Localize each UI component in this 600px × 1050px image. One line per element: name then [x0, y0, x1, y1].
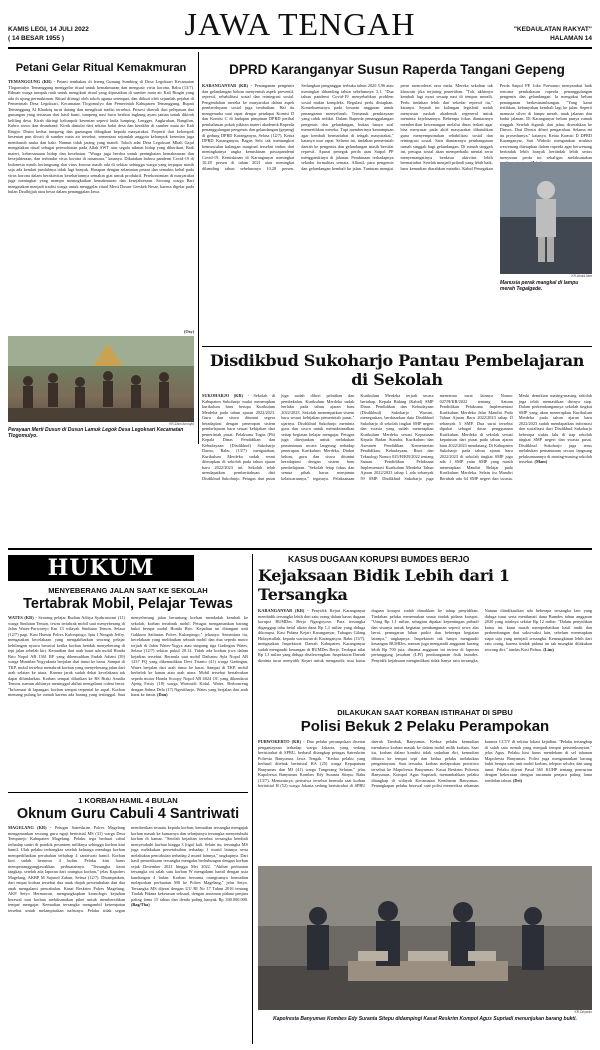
article-title: Polisi Bekuk 2 Pelaku Perampokan	[300, 718, 550, 735]
article-body	[202, 393, 592, 549]
article-title: Oknum Guru Cabuli 4 Santriwati	[16, 806, 240, 822]
article-kicker: MENYEBERANG JALAN SAAT KE SEKOLAH	[48, 586, 208, 595]
page-title: JAWA TENGAH	[184, 6, 416, 42]
photo-credit: KR-Abdul Alim	[571, 274, 592, 278]
article-title: Kejaksaan Bidik Lebih dari 1 Tersangka	[258, 566, 510, 604]
section-divider	[202, 346, 592, 347]
article-body	[258, 739, 592, 857]
article-signoff: (Bag/Tha)	[131, 902, 150, 907]
article-guru	[8, 796, 248, 1046]
article-text: Penanganan pengemis dan gelandangan belum menyentuh aspek preventif, represif, rehabilitasi sosial dan reintegrasi sosial. Pengendalian mereka ke masyarakat dalam aspek pemberdayaan sosial juga terabaikan. Hal itu mengemuka saat rapat dengar pendapat Komisi D dan Komisi C di hadapan pimpinan DPRD perihal pembahasan pokok pikiran materi akademik Raperda penanggulangan pengemis dan gelandangan (gepeng) di gedung DPRD Karanganyar, Selasa (12/7). Ketua DPRD Karanganyar, Bagus Selo tak memungkiri kemunculan kalangan marginal tersebut imbas dari meningkatnya angka kemiskinan pascapandemi Covid-19. Kemiskinan di Karanganyar meningkat 10,28 persen di tahun 2021 atau meningkat dibanding tahun sebelumnya 10,28 persen. Sedangkan penganggur terbuka tahun 2020 5,96 atau meningkat dibanding tahun sebelumnya 3,1. "Dua tahun pandemi Covid-19 menyebabkan problem sosial makin kompleks. Regulasi perlu disiapkan. Konsekuensinya pada besaran anggaran untuk penanganan menyeluruh. Termasuk pembiayaan yang tidak sedikit. Dalam Raperda penanggulangan pengemis dan gelandangan, bukan hanya soal memertibkan mereka. Tapi memberinya kemampuan agar kembali bermartabat di tengah masyarakat," katanya usai rapat. Selama ini, tindakan pemerintah daerah ke pengemis dan gelandangan masih bersifat represif. Aparat penegak perda atau Satpol PP menggarukinya di jalanan. Pembinaan terhadapnya sekadar formalitas semata. Alhasil, para pengemis dan gelandangan kembali ke jalan. Tuntutan mengisi perut mencederai rasa malu. Mereka sekalian tak khawatir jika terjaring penertiban. "Toh, akhirnya kembali lagi nyari sesuap nasi di tempus meraih. Perlu tindakan lebih dari sekedar represif itu," katanya. Sejauh ini kalangan legislatif sudah menyusun naskah akademik regeneral untuk meminta kejelasannya. Beberapa fokus diantaranya memberikan kewenangan melalui dinas terkait agar bisa menyasar pada aktif masyarakat dibutuhkan guna menyempurnakan rehabilitasi sosial dan reintegrasi sosial. Satu diantaranya pembangunan rumah singgah bagi gelandangan. Di rumah singgah ini, petugas sosial akan memperbaiki mental serta menyemangatinya berdasar aktivitas lebih bermartabat. Setelah menjadi pribadi yang lebih baik, baru kemudian diarahkan mandiri. Kabid Penegakan Perda Satpol PP, Joko Purwanto menyambut baik rencana pembahasan raperda penanggulangan pengemis dan gelandangan. Ia mengakui belum penanganan berkesinambungan. "Yang kami tertibkan, kebanyakan kembali lagi ke jalan. Seperti manusia silver di lampu merah, anak jalanan dan badut jalanan. Di Karanganyar belum punya rumah singgah. Setelah digaruk dari jalan, diserahkan ke Dinsos. Dari Dinsos diberi pengarahan. Selama ini itu prosedurnya," katanya. Ketua Komisi D DPRD Karanganyar, Sari Widodo mengatakan struktur wewenang ditetapkan dalam raperda agar berwenang bertindak lebih banyak bertindak lebih serius menyusun perda ini sekaligus melaksanakan	[202, 83, 592, 171]
dateline: WATES (KR) -	[8, 615, 37, 620]
dateline: SUKOHARJO (KR) -	[202, 393, 249, 398]
column-divider	[252, 554, 253, 1044]
article-kicker: KASUS DUGAAN KORUPSI BUMDES BERJO	[288, 554, 470, 564]
article-kicker: 1 KORBAN HAMIL 4 BULAN	[78, 796, 178, 805]
photo-caption: Kapolresta Banyumas Kombes Edy Suranta Sitepu didampingi Kasat Reskrim Kompol Agus Supriadi menunjukan barang bukti.	[273, 1016, 577, 1022]
dateline: PURWOKERTO (KR) -	[258, 739, 305, 744]
article-body	[8, 79, 194, 329]
article-kicker: DILAKUKAN SAAT KORBAN ISTIRAHAT DI SPBU	[337, 708, 513, 717]
article-signoff: (Dan)	[157, 692, 168, 697]
article-body	[8, 825, 248, 1049]
section-divider	[8, 792, 248, 793]
article-text: Petani tembakau di lereng Gunung Sumbing di Desa Legoksari Kecamatan Tlogomulyo Temanggung menggelar ritual untuk kemakmuran dan mengusir virus korona, Rabu (13/7). Ribuan warga tumpah ruah untuk mengikuti ritual yang dipusatkan di sumber mata air Kali Ringin yang ada di ujung permukiman. Ritual diiringi oleh tokoh agama setempat, dan diikuti oleh sejumlah pejabat di Pemerintah Desa Legoksari, Kecamatan Tlogomulyo dan Pemerintah Kabupaten Temanggung. Bupati Temanggung Al Khadziq turut datang dan mengikuti tradisi tersebut. Prosesi diawali dari pelepasan dua gunungan yang tersusun dari hasil bumi, tumpeng nasi bucu berikut ingkung ayam jantan untuk dikirab keliling desa. Kirab diiringi kelompok kesenian seperti kuda lumping, Lengger, Angkrukan, Bangilun, Kubro siswo dan drumband. Kirab dimulai dari sekitar balai desa dan berakhir di sumber mata air Kali Ringin. Disini kedua tumpeng dan gunungan dibagikan kepada masyarakat. Properti dari kelompok kesenian pun dicuci di sumber mata air tersebut, sementara sejumlah anggota kelompok kesenian juga membasuh muka dan kaki. Namun tidak jarang yang mandi. Tokoh adat Desa Legoksari Mbah Gajul mengatakan ritual sebagai permohonan pada Allah SWT atas segala nikmat hidup yang diberikan. Baik materi, kebersamaan hidup dan kesehatan. "Warga juga berdoa untuk peningkatan kemakmuran dan kesejahteraan, dan terhindar virus korona di nusantara," katanya. Dikatakan bahwa pandemi Covid-19 di Indonesia masih berlangsung dan virus korona masih ada di sekitar sehingga warga yang terpapar masih saja ada kendati jumlahnya tidak lagi banyak. Harapan dengan selamatan petani dan semakin kebal pada virus korona dalam beraktivitas kesehariannya semakin giat untuk produktif. Perekonomian di masyarakat juga meningkat yang mampu meningkatkan kemakmuran dan kesejahteraan. Seorang warga Bari mengatakan menjadi tradisi warga untuk menggelar ritual Merti Dusun Gresbek Besar, karena digelar pada bulan Dzulhijjah atau besar dalam penanggalan Jawa.	[8, 79, 194, 194]
masthead-tagline: "KEDAULATAN RAKYAT"	[513, 26, 592, 33]
silver-man-figure	[500, 162, 592, 274]
photo-manusia-perak	[500, 162, 592, 274]
dateline: KARANGANYAR (KR) -	[258, 608, 309, 613]
article-title: Disdikbud Sukoharjo Pantau Pembelajaran di Sekolah	[209, 351, 585, 389]
article-text: Sekolah di Kabupaten Sukoharjo mulai menerapkan kurikulum baru berupa Kurikulum Merdeka pada tahun ajaran 2022/2023. Guru dan siswa dituntut segera beradaptasi dengan penerapan sistem pembelajaran baru sesuai kebijakan dari pemerintah pusat. Pelaksana Tugas (Plt) Kepala Dinas Pendidikan dan Kebudayaan (Disdikbud) Sukoharjo Darno, Rabu (13/7) mengatakan, Kurikulum Merdeka sudah resmi diterapkan di sekolah pada tahun ajaran baru 2022/2023 ini. Sekolah telah mendapatkan pemberitahuan dari Disdikbud Sukoharjo. Petugas dari pusat juga sudah diberi pelatihan dan pembekalan. Kurikulum Merdeka sudah berlaku pada tahun ajaran baru 2022/2023. Sekolah menempatkan sistem baru sesuai kebijakan pemerintah pusat," ujarnya. Disdikbud Sukoharjo meminta guru dan siswa untuk memaksimalkan setiap kegiatan belajar mengajar. Petugas juga diterjunkan untuk melakukan pemantauan secara langsung terhadap penerapan Kurikulum Merdeka. Diakui belum, guru dan siswa dituntut beradaptasi dengan sistem baru pembelajaran. "Sekolah tetap fokus dan semua pihak harus menjamin kelancarannya," tegasnya. Pelaksanaan Kurikulum Merdeka terjadi secara bertahap. Kepala Bidang (Kabid) SMP Dinas Pendidikan dan Kebudayaan (Disdikbud) Sukoharjo Warsini, menegaskan, berdasarkan data Disdikbud Sukoharjo di sekolah tingkat SMP negeri dan swasta yang sudah menerapkan Kurikulum Merdeka sesuai Keputusan Kepala Badan Standar, Kurikulum dan Asesmen Pendidikan Kementerian Pendidikan, Kebudayaan, Riset dan Teknologi Nomor 025/H/KR/2022 tentang Satuan Pendidikan Pelaksana Implementasi Kurikulum Merdeka Tahun Ajaran 2022/2023 tahap 1 ada sebanyak 59 SMP. Disdikbud Sukoharjo juga menerima surat lainnya Nomor 027/H/KR/2022 tentang Satuan Pendidikan Pelaksana Implementasi Kurikulum Merdeka Jalur Mandiri Pada Tahun Ajaran Baru 2022/2023 tahap II sebanyak 5 SMP. Dua surat tersebut dipakai sebagai dasar penggunaan Kurikulum Merdeka di sekolah sesuai keputusan dari pusat pada tahun ajaran baru 2022/2023 mendatang. Di Kabupaten Sukoharjo pada tahun ajaran baru 2022/2023 di sekolah tingkat SMP juga ada 1 SMP yaitu SMP yang masih menerapkan Mandiri Belajar pada Kurikulum Merdeka. Selain itu Mandiri Berubah ada 64 SMP negeri dan swasta. Meski demikian masing-masing sekolah juga telah memastikan dirinya siap. Dalam perkembangannya sekolah tingkat SMP yang akan menerapkan Kurikulum Merdeka pada tahun ajaran baru 2022/2023 sudah mendapatkan informasi dan sosialisasi dari Disdikbud Sukoharjo beberapa waktu lalu di tiap sekolah tingkat SMP negeri dan swasta pusat. Disdikbud Sukoharjo juga terus melakukan pemantauan secara langsung pelaksanaannya di masing-masing sekolah tersebut.	[202, 393, 592, 481]
masthead-date-sub: ( 14 BESAR 1955 )	[8, 35, 64, 42]
article-body	[8, 615, 248, 791]
dateline: MAGELANG (KR) -	[8, 825, 52, 830]
article-signoff: (Osy)	[183, 329, 194, 334]
photo-caption: Perayaan Merti Dusun di Dusun Lamuk Legok Desa Legoksari Kecamatan Tlogomulyo.	[8, 427, 184, 439]
article-mobil	[8, 586, 248, 788]
photo-credit: KR-Driyanto	[574, 1010, 592, 1014]
masthead-date: KAMIS LEGI, 14 JULI 2022	[8, 26, 89, 33]
masthead-rule	[8, 47, 592, 49]
photo-credit: KR-Zaini Arrosyid	[169, 422, 194, 426]
dateline: TEMANGGUNG (KR) -	[8, 79, 55, 84]
article-disdikbud	[202, 348, 592, 481]
procession-figures	[8, 336, 194, 422]
press-conference-scene	[258, 866, 592, 1010]
article-title: Tertabrak Mobil, Pelajar Tewas	[23, 596, 233, 612]
article-signoff: (Dri)	[512, 777, 523, 783]
masthead-page: HALAMAN 14	[550, 35, 592, 42]
article-signoff: (Lim)	[543, 646, 554, 652]
photo-caption: Manusia perak mangkal di lampu merah Tegalgede.	[500, 280, 579, 292]
photo-polisi	[258, 866, 592, 1010]
article-text: Petugas Satreskrim Polres Magelang mengamankan seorang guru ngaji berinisial MS (31) warga Desa Tempurejo Kabupaten Magelang. Pelaku tega berbuat cabul terhadap santri di pondok pesantren miliknya sehingga korban kini hamil. Ulah pelaku terbongkar setelah keluarga menduga korban memperlihatkan perubahan terbahap 4 santriwati hamil. Korban kini sudah berumur 4 bulan. Pelaku kini harus mempertanggungjawabkan perbuatannya. "Tersangka kami tangkap, setelah ada laporan dari orangtua korban," jelas Kapolres Magelang, AKBP M Sajarod Zakun, Selasa (12/7). Disampaikan, dari empat korban tersebut dua anak diajak persetubuhan dan dua anak mengalami pencabulan. Kasat Reskrim Polres Magelang, AKP Setyo Hermawan, mengungkapkan kronologis kejadian berawal saat korban melaksanakan piket untuk membersihkan tempat mengajar. Kemudian tersangka mengambil kesempatan tersebut untuk melampiaskan nafsunya. Pelaku tidak segan memberikan sesuatu kepada korban, kemudian tersangka mengajak korban masuk ke kamarnya dan selanjutnya tersangka menyetubuhi korban di kamar. "Setelah kejadian tersebut tersangka kembali menyetubuhi korban hingga 3 (tiga) kali. Selain itu, tersangka MS juga melakukan persetubuhan terhadap 1 murid lainnya serta melakukan pencabulan terhadap 2 murid lainnya," ungkapnya. Dari hasil pemeriksaan tersangka mengaku berhubungan dengan korban sejak Desember 2021 hingga Mei 2022. "Akibat perbuatan tersangka ini salah satu korban W mengalami hamil dengan usia kandungan 4 bulan. Korban bersama orangtuanya kemudian melaporkan perbuatan MS ke Polres Magelang," jelas Setyo. Tersangka MS dijerat dengan UU RI No 17 Tahun 2016 tentang Tindak Pidana kekerasan seksual, dengan ancaman pidana penjara paling lama 15 tahun dan denda paling banyak Rp 300.000.000.	[8, 825, 248, 913]
dateline: KARANGANYAR (KR) -	[202, 83, 252, 88]
article-text: Dua pelaku perampokan disertai penganiayaan terhadap warga Jakarta, yang sedang beristirahat di SPBU, berhasil ditangkap petugas Satreskrim Polresta Banyumas Jawa Tengah. "Kedua pelaku yang berhasil ditebak berinisial RA (25) warga Kepapatuan Banyumas dan MI (41) warga Tangerang Selatan," jelas Kapolresta Banyumas Kombes Edy Suranta Sitepu, Rabu (13/7). Menurutnya, peristiwa tersebut bermula saat korban berinisial H (52) warga Jakarta sedang beristirahat di SPBU daerah Tambak, Banyumas. Kedua pelaku kemudian membawa korban masuk ke dalam mobil milik korban. Saat itu, korban dalam kondisi tidak sadarkan diri, kemudian dibawa ke tempat sepi dan kedua pelaku melakukan penganiayaan. Saat tersadar, korban melaporkan peristiwa tersebut ke Mapolresta Banyumas. Kasat Reskrim Polresta Banyumas, Kompol Agus Supriadi, menambahkan pelaku ditangkap di wilayah Kecamatan Kembaran Banyumas. Penangkapan pelaku berawal saat polisi memeriksa rekaman kamera CCTV di sekitar lokasi kejadian. "Pelaku tertangkap di salah satu rumah yang menjadi tempat persembunyian," jelas Agus. Pelaku kini harus mendekam di sel tahanan Mapolresta Banyumas. Polisi juga mengamankan barang bukti berupa satu unit mobil korban, telepon seluler, dan uang tunai. Pelaku dijerat Pasal 365 KUHP tentang pencurian dengan kekerasan dengan ancaman penjara paling lama sembilan tahun.	[258, 739, 592, 788]
article-title: Petani Gelar Ritual Kemakmuran	[15, 62, 187, 74]
photo-merti-dusun	[8, 336, 194, 422]
section-label-hukum: HUKUM	[8, 555, 194, 581]
article-text: Seorang pelajar Rudian Aditya Syahrustomi (11) warga Sindutan Temon, tewas tertabrak mobil saat menyeberang di Jalan Wates-Purworejo Km 13 wilayah Sindutan Temon, Selasa (12/7) pagi. Kasi Humas Polres Kulonprogo, Iptu I Nengah Jeffry, mengatakan kecelakaan yang mengakibatkan seorang pelajar kehilangan nyawa berawal ketika korban hendak menyeberang di tepi jalan sebelah kiri. Kemudian dari arah barat ada mobil Honda Brio Nopol AB 1361 RF yang dikemudikan Endah Adiani (39) warga Muntilan Yogyakarta berjalan dari timur ke barat. Sampai di TKP, mobil tersebut menabrak korban yang menyeberang jalan dari arah selatan ke utara. Karena jarak sudah dekat kecelakaan tak dapat dihindarkan. Korban sempat dilarikan ke RS Rizki Amalia Temon, namun akhirnya meninggal akibat mengalami cidera berat. "Informasi di lapangan, korban sempat terpental ke aspal. Korban memang pulang ke rumah karena ada barang yang tertinggal. Saat menyeberang jalan beruntung korban mendadak kembali ke sekolah, korban tertabrak mobil. Petugas mengamankan barang bukti berupa mobil Honda Brio. Kejadian ini ditangani unit Gakkum Satlantas Polres Kulonprogo," jelasnya. Sementara itu, kecelakaan yang melibatkan sebuah mobil dan dua sepeda motor terjadi di Jalan Wates-Yogya atau simpang tiga Gadingan Wates, Selasa (12/7) sekitar pukul 20.12. Tidak ada korban jiwa dalam kejadian tersebut. Bermula saat mobil Daihatsu Ayla Nopol AB 1237 FQ yang dikemudikan Devi Trianto (41) warga Gadingan, Wates berjalan dari arah timur ke barat. Sampai di TKP, mobil berbelok ke kanan atau arah utara. Mobil tersebut bertabrakan sepeda motor Honda Scoopy Nopol AB 4024 OC yang dikendarai Ajeng Fristy (18) warga Wonosidi Kidul, Wates. Berbonceng dengan Salma Dela (17) Ngestiharjo, Wates yang berjalan dari arah barat ke timur.	[8, 615, 248, 697]
article-bumdes	[258, 554, 592, 704]
article-text: Penyidik Kejari Karanganyar membidik tersangka lebih dari satu orang dalam kasus dugaan korupsi BUMDes Berjo Ngargoyoso. Para tersangka diganggap tahu betul aliran dana Rp 1,1 miliar yang diduga dikorupsi. Kasi Pidana Kejari Karanganyar, Tubagus Gilang Hidayatullah, kepada wartawan di Karanganyar, Rabu (13/7), mengatakan Inspektorat Daerah Kabupaten Karanganyar sudah mengaudit keuangan di BUMDes Berjo. Terdapat nilai Rp 1,1 miliar yang diduga diselewengkan. Inspektorat Daerah diminta turut menyidik Kejari untuk mengaudit, usai kasus dugaan korupsi sudah dinaikkan ke tahap penyidikan. Tindakan pelaku menemukan unsur tindak pidana korupsi. "Uang Rp 1,1 miliar, sebagian dipakai kepentingan pribadi dan sisanya untuk kegiatan pembangunan seperti sewa alat berat, pemugaran lahan parkir dan beberapa kegiatan lainnya," ungkapnya. Inspektorat tak hanya mengaudit keuangan BUMDes, namun juga mengaudit anggaran kurang lebih Rp 700 juta, dinama anggaran ini tertera di laporan pertanggung jawaban (LPJ) pembangunan fisik bumdes. Penyidik kejaksaan mengindikasi tidak hanya satu tersangka. Namun diindikasikan ada beberapa tersangka lain yang diduga turut serta menikmati dana Bumdes tahun anggaran 2020 yang totalnya sekitar Rp 12 miliar. "Dalam penyidikan kasus ini, kami masih memperhatikan hasil audit dan perkembangan dari saksi-saksi lain, sebelum menetapkan siapa saja yang menjadi tersangka. Kemungkinan lebih dari satu orang, karena tindak pidana ini tak mungkin dilakukan seorang diri," tandas Kasi Pidsus.	[258, 608, 592, 663]
masthead	[8, 4, 592, 48]
article-signoff: (Mam)	[534, 459, 548, 464]
column-divider	[198, 52, 199, 444]
section-rule	[8, 548, 592, 550]
article-title: DPRD Karanganyar Susun Raperda Tangani Gepeng	[229, 62, 565, 77]
